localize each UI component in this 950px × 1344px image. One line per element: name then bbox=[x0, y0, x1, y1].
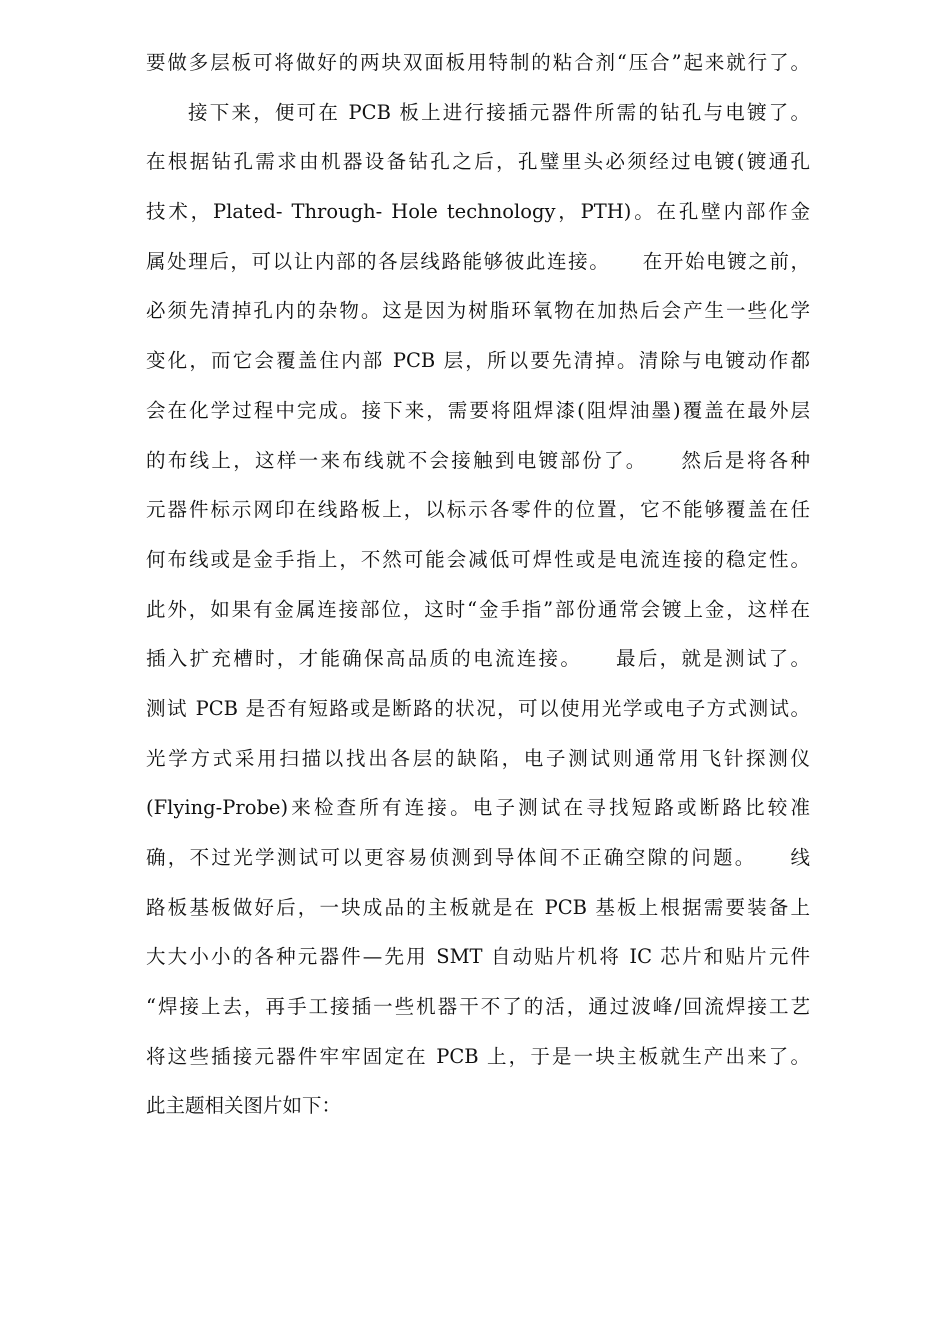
body-text bbox=[146, 38, 810, 1131]
text-line: 测试 PCB 是否有短路或是断路的状况，可以使用光学或电子方式测试。 bbox=[146, 696, 810, 720]
text-line: 此外，如果有金属连接部位，这时“金手指”部份通常会镀上金，这样在 bbox=[146, 597, 810, 621]
text-line: 必须先清掉孔内的杂物。这是因为树脂环氧物在加热后会产生一些化学 bbox=[146, 299, 810, 323]
text-line: (Flying-Probe)来检查所有连接。电子测试在寻找短路或断路比较准 bbox=[146, 796, 810, 820]
text-line: 确，不过光学测试可以更容易侦测到导体间不正确空隙的问题。 线 bbox=[146, 846, 810, 869]
text-line: 变化，而它会覆盖住内部 PCB 层，所以要先清掉。清除与电镀动作都 bbox=[146, 349, 810, 373]
text-line: 光学方式采用扫描以找出各层的缺陷，电子测试则通常用飞针探测仪 bbox=[146, 746, 810, 770]
text-line: 要做多层板可将做好的两块双面板用特制的粘合剂“压合”起来就行了。 bbox=[146, 51, 810, 74]
text-line: 接下来，便可在 PCB 板上进行接插元器件所需的钻孔与电镀了。 bbox=[188, 100, 810, 124]
text-line: 插入扩充槽时，才能确保高品质的电流连接。 最后，就是测试了。 bbox=[146, 647, 810, 671]
text-line: “焊接上去，再手工接插一些机器干不了的活，通过波峰/回流焊接工艺 bbox=[146, 995, 810, 1019]
text-line: 元器件标示网印在线路板上，以标示各零件的位置，它不能够覆盖在任 bbox=[146, 498, 810, 522]
text-line: 会在化学过程中完成。接下来，需要将阻焊漆(阻焊油墨)覆盖在最外层 bbox=[146, 398, 810, 422]
text-line: 将这些插接元器件牢牢固定在 PCB 上，于是一块主板就生产出来了。 bbox=[146, 1044, 810, 1068]
text-line: 何布线或是金手指上，不然可能会减低可焊性或是电流连接的稳定性。 bbox=[146, 547, 810, 571]
text-line: 属处理后，可以让内部的各层线路能够彼此连接。 在开始电镀之前， bbox=[146, 249, 810, 273]
text-line: 技术，Plated- Through- Hole technology，PTH)。在孔壁内部作金 bbox=[146, 200, 810, 224]
text-line: 大大小小的各种元器件—先用 SMT 自动贴片机将 IC 芯片和贴片元件 bbox=[146, 945, 810, 969]
text-line: 此主题相关图片如下： bbox=[146, 1094, 342, 1118]
text-line: 在根据钻孔需求由机器设备钻孔之后，孔璧里头必须经过电镀(镀通孔 bbox=[146, 150, 810, 174]
text-line: 路板基板做好后，一块成品的主板就是在 PCB 基板上根据需要装备上 bbox=[146, 895, 810, 919]
text-line: 的布线上，这样一来布线就不会接触到电镀部份了。 然后是将各种 bbox=[146, 448, 810, 472]
